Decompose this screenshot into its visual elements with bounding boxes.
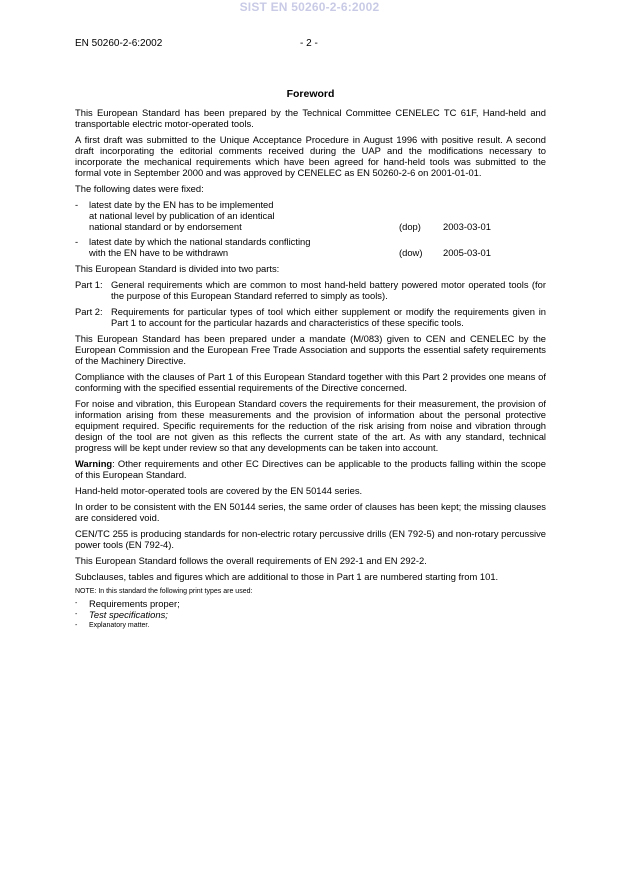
note-title: NOTE: In this standard the following print types are used:: [75, 588, 253, 595]
paragraph-consistency: In order to be consistent with the EN 50144 series, the same order of clauses has been kept; the missing clauses are considered void.: [75, 501, 546, 523]
warning-label: Warning: [75, 458, 113, 469]
document-body: [75, 88, 546, 631]
date-item-dow: [75, 236, 546, 258]
warning-text: : Other requirements and other EC Directives can be applicable to the products falling within the scope of this European Standard.: [75, 458, 546, 480]
date-line: at national level by publication of an identical: [89, 210, 275, 221]
page-title: Foreword: [286, 88, 335, 100]
list-dash: -: [75, 236, 79, 247]
note-item-requirements: [75, 598, 546, 609]
part-1-item: [75, 279, 546, 301]
paragraph-cen-tc: CEN/TC 255 is producing standards for non-electric rotary percussive drills (EN 792-5) and non-rotary percussive power tools (EN 792-4).: [75, 528, 546, 550]
date-value: 2003-03-01: [443, 221, 491, 232]
paragraph-hand-held: Hand-held motor-operated tools are covered by the EN 50144 series.: [75, 485, 363, 496]
date-description: [89, 199, 399, 232]
paragraph-noise-vibration: For noise and vibration, this European Standard covers the requirements for their measurement, the provision of information arising from these measurements and the provision of information about the personal protective equipment required. Specific requirements for the reduction of the risk arising from noise and vibration through design of the tool are not given as this reflects the current state of the art. As with any standard, technical progress will be kept under review so that any developments can be taken into account.: [75, 398, 546, 453]
note-item-test: [75, 609, 546, 620]
date-line: latest date by the EN has to be implemented: [89, 199, 274, 210]
note-text: Test specifications;: [89, 609, 168, 620]
paragraph-compliance: Compliance with the clauses of Part 1 of this European Standard together with this Part 2 provides one means of conforming with the specified essential requirements of the Directive concerned.: [75, 371, 546, 393]
paragraph-mandate: This European Standard has been prepared under a mandate (M/083) given to CEN and CENELEC by the European Commission and the European Free Trade Association and supports the essential safety requirements of the Machinery Directive.: [75, 333, 546, 366]
date-abbr: (dow): [399, 247, 423, 258]
part-label: Part 2:: [75, 306, 103, 317]
paragraph-committee: This European Standard has been prepared by the Technical Committee CENELEC TC 61F, Hand-held and transportable electric motor-operated tools.: [75, 107, 546, 129]
watermark: SIST EN 50260-2-6:2002: [239, 0, 380, 14]
date-line: with the EN have to be withdrawn: [89, 247, 229, 258]
paragraph-draft-history: A first draft was submitted to the Unique Acceptance Procedure in August 1996 with positive result. A second draft incorporating the editorial comments received during the UAP and the modifications necessary to incorporate the mechanical requirements which have been agreed for hand-held tools was submitted to the formal vote in September 2000 and was approved by CENELEC as EN 50260-2-6 on 2001-01-01.: [75, 134, 546, 178]
paragraph-warning: [75, 458, 546, 480]
date-item-dop: [75, 199, 546, 232]
date-value: 2005-03-01: [443, 247, 491, 258]
paragraph-overall-requirements: This European Standard follows the overall requirements of EN 292-1 and EN 292-2.: [75, 555, 427, 566]
header-doc-id: EN 50260-2-6:2002: [75, 38, 163, 49]
date-line: national standard or by endorsement: [89, 221, 242, 232]
note-item-explanatory: [75, 620, 546, 631]
paragraph-numbering: Subclauses, tables and figures which are additional to those in Part 1 are numbered starting from 101.: [75, 571, 499, 582]
part-label: Part 1:: [75, 279, 103, 290]
dates-list: [75, 199, 546, 258]
paragraph-dates-intro: The following dates were fixed:: [75, 183, 204, 194]
list-dash: -: [75, 199, 79, 210]
part-text: General requirements which are common to most hand-held battery powered motor operated tools (for the purpose of this European Standard referred to simply as tools).: [111, 279, 546, 301]
date-abbr: (dop): [399, 221, 421, 232]
note-text: Explanatory matter.: [89, 622, 150, 629]
list-dash: -: [75, 600, 78, 607]
part-2-item: [75, 306, 546, 328]
list-dash: -: [75, 611, 78, 618]
date-line: latest date by which the national standards conflicting: [89, 236, 311, 247]
header-page-number: - 2 -: [300, 38, 318, 49]
note-text: Requirements proper;: [89, 598, 180, 609]
list-dash: -: [75, 622, 78, 629]
paragraph-parts-intro: This European Standard is divided into two parts:: [75, 263, 280, 274]
part-text: Requirements for particular types of tool which either supplement or modify the requirements given in Part 1 to account for the particular hazards and characteristics of these specific tools.: [111, 306, 546, 328]
date-description: [89, 236, 399, 258]
